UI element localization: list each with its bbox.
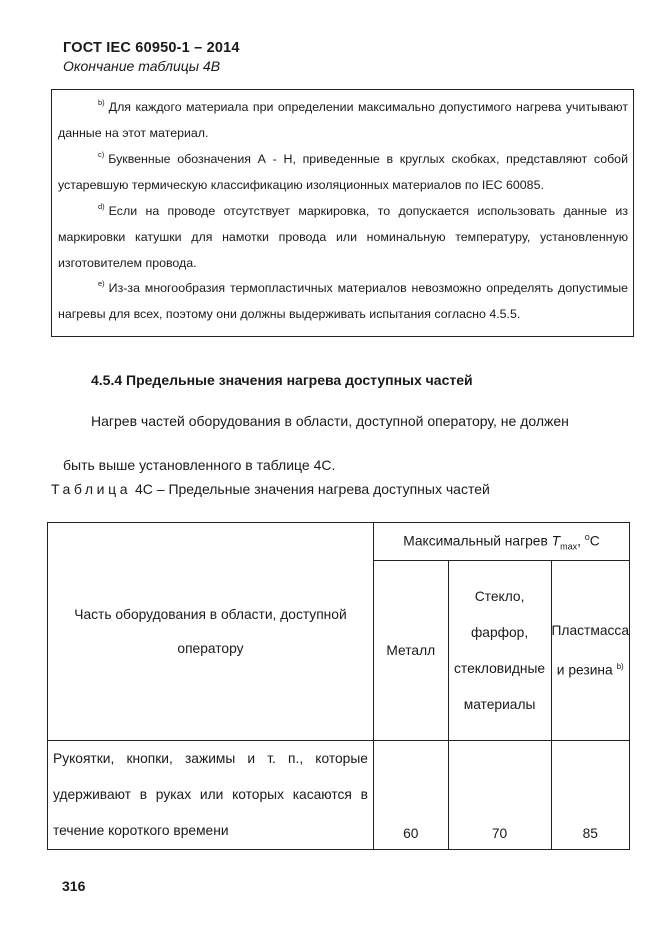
header-glass: Стекло, фарфор, стекловидные материалы <box>448 561 551 741</box>
section-paragraph <box>63 399 603 487</box>
footnote-text: Если на проводе отсутствует маркировка, то допускается использовать данные из маркировки катушки для намотки провода или номинальную температуру, установленную изготовителем провода. <box>58 204 628 270</box>
footnote-text: Для каждого материала при определении максимально допустимого нагрева учитывают данные на этот материал. <box>58 100 628 140</box>
header-plastic-label: Пластмасса и резина <box>551 622 629 678</box>
section-heading: 4.5.4 Предельные значения нагрева доступных частей <box>91 372 473 388</box>
footnote-text: Из-за многообразия термопластичных материалов невозможно определять допустимые нагревы для всех, поэтому они должны выдерживать испытания согласно 4.5.5. <box>58 281 628 321</box>
header-max-heat: Максимальный нагрев $T_{max}$, $^o$C <box>373 523 629 561</box>
table-caption-title: 4С – Предельные значения нагрева доступных частей <box>134 481 490 497</box>
table-row-part: Рукоятки, кнопки, зажимы и т. п., которые удерживают в руках или которых касаются в течение короткого времени <box>48 741 374 850</box>
header-part: Часть оборудования в области, доступной оператору <box>48 523 374 741</box>
page-number: 316 <box>62 878 86 894</box>
footnote-mark: c) <box>98 150 105 159</box>
footnote-mark: d) <box>98 202 105 211</box>
footnote-d <box>58 194 628 276</box>
footnote-e <box>58 271 628 327</box>
header-metal: Металл <box>373 561 448 741</box>
max-heat-subscript: max <box>560 541 578 552</box>
value-glass: 70 <box>448 741 551 850</box>
header-plastic <box>551 561 630 741</box>
value-metal: 60 <box>373 741 448 850</box>
table-caption <box>51 481 490 497</box>
table-continuation-label: Окончание таблицы 4В <box>63 58 221 74</box>
footnote-c <box>58 142 628 198</box>
footnote-mark: e) <box>98 279 105 288</box>
table-caption-word: Таблица <box>51 481 132 497</box>
max-heat-label: Максимальный нагрев <box>403 533 552 549</box>
footnote-mark: b) <box>98 98 105 107</box>
header-plastic-footnote: b) <box>616 661 624 671</box>
paragraph-text: Нагрев частей оборудования в области, доступной оператору, не должен быть выше установленного в таблице 4С. <box>63 413 569 473</box>
max-heat-unit: C <box>589 533 600 549</box>
footnotes-box <box>51 89 634 337</box>
value-plastic: 85 <box>551 741 630 850</box>
degree-sign: o <box>584 531 590 542</box>
temperature-limits-table <box>47 522 630 850</box>
footnote-b <box>58 90 628 146</box>
footnote-text: Буквенные обозначения А - Н, приведенные в круглых скобках, представляют собой устаревшую термическую классификацию изоляционных материалов по IEC 60085. <box>58 152 628 192</box>
max-heat-symbol: T <box>551 533 561 549</box>
standard-title: ГОСТ IEC 60950-1 – 2014 <box>63 40 240 56</box>
